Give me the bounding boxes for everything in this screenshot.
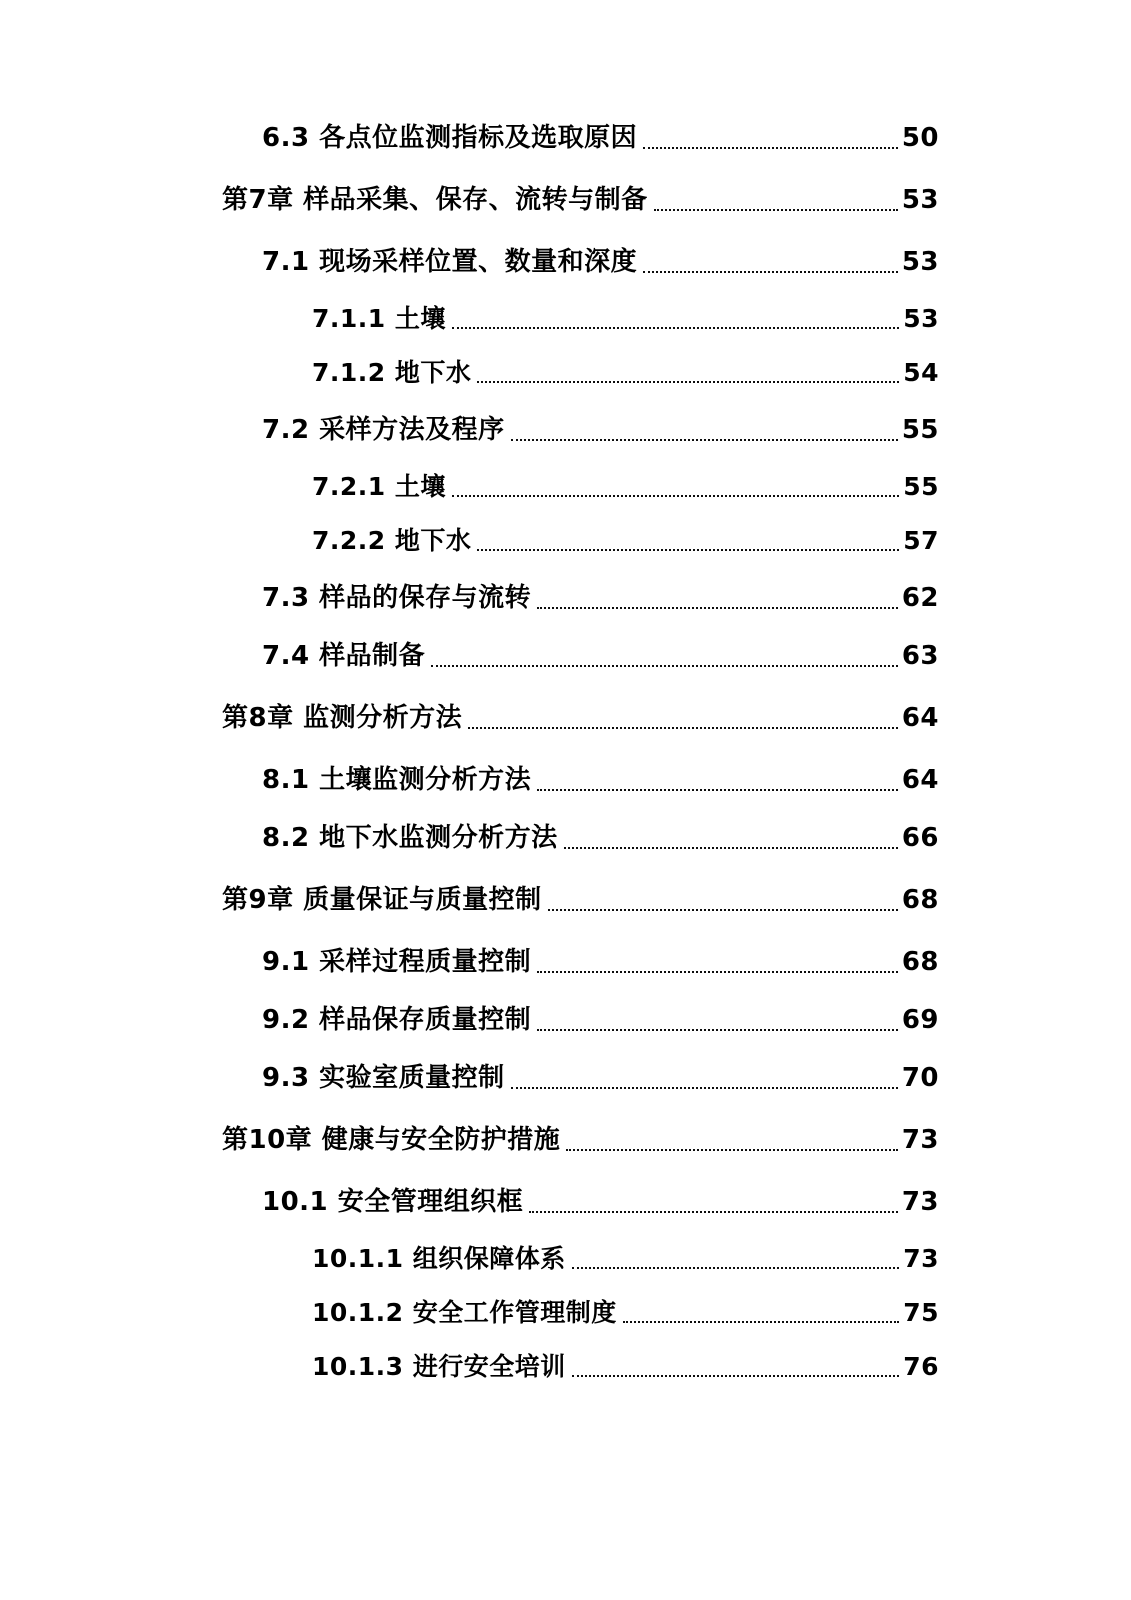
toc-entry-page-number: 69	[901, 1005, 939, 1035]
toc-entry[interactable]	[0, 700, 1131, 736]
toc-entry[interactable]	[0, 524, 1131, 558]
toc-entry[interactable]	[0, 882, 1131, 918]
toc-leader-dots	[452, 494, 899, 497]
toc-entry-title: 10.1 安全管理组织框	[262, 1187, 524, 1217]
toc-entry[interactable]	[0, 470, 1131, 504]
toc-entry[interactable]	[0, 944, 1131, 980]
toc-entry-page-number: 68	[901, 885, 939, 915]
toc-leader-dots	[572, 1374, 899, 1377]
toc-entry-page-number: 70	[901, 1063, 939, 1093]
toc-leader-dots	[654, 208, 898, 211]
toc-entry-title: 9.1 采样过程质量控制	[262, 947, 532, 977]
toc-leader-dots	[564, 846, 898, 849]
toc-entry[interactable]	[0, 1296, 1131, 1330]
toc-entry-page-number: 64	[901, 765, 939, 795]
table-of-contents	[0, 120, 1131, 1404]
toc-entry[interactable]	[0, 1242, 1131, 1276]
toc-entry-page-number: 55	[903, 472, 939, 501]
toc-entry-page-number: 73	[901, 1187, 939, 1217]
toc-entry[interactable]	[0, 820, 1131, 856]
toc-entry[interactable]	[0, 302, 1131, 336]
toc-entry[interactable]	[0, 1122, 1131, 1158]
toc-entry-title: 9.2 样品保存质量控制	[262, 1005, 532, 1035]
toc-entry-title: 第8章 监测分析方法	[222, 703, 463, 733]
toc-entry-title: 9.3 实验室质量控制	[262, 1063, 505, 1093]
toc-entry-title: 10.1.3 进行安全培训	[312, 1352, 566, 1381]
toc-entry-page-number: 73	[903, 1244, 939, 1273]
toc-leader-dots	[431, 664, 898, 667]
toc-entry[interactable]	[0, 762, 1131, 798]
toc-entry-title: 7.2.1 土壤	[312, 472, 446, 501]
toc-entry[interactable]	[0, 120, 1131, 156]
toc-entry[interactable]	[0, 638, 1131, 674]
toc-leader-dots	[468, 726, 898, 729]
toc-leader-dots	[566, 1148, 898, 1151]
toc-entry[interactable]	[0, 1350, 1131, 1384]
toc-entry-title: 7.1.1 土壤	[312, 304, 446, 333]
toc-leader-dots	[511, 438, 898, 441]
toc-entry-title: 7.1.2 地下水	[312, 358, 472, 387]
toc-entry-title: 10.1.2 安全工作管理制度	[312, 1298, 617, 1327]
toc-entry-page-number: 54	[903, 358, 939, 387]
toc-entry-page-number: 53	[901, 185, 939, 215]
toc-entry-page-number: 50	[901, 123, 939, 153]
toc-entry-title: 第9章 质量保证与质量控制	[222, 885, 542, 915]
toc-leader-dots	[643, 270, 898, 273]
toc-entry-title: 7.1 现场采样位置、数量和深度	[262, 247, 638, 277]
toc-entry-page-number: 75	[903, 1298, 939, 1327]
toc-entry-page-number: 53	[901, 247, 939, 277]
toc-leader-dots	[643, 146, 898, 149]
toc-entry-title: 10.1.1 组织保障体系	[312, 1244, 566, 1273]
toc-leader-dots	[548, 908, 898, 911]
toc-entry-page-number: 57	[903, 526, 939, 555]
toc-entry-title: 6.3 各点位监测指标及选取原因	[262, 123, 638, 153]
toc-leader-dots	[572, 1266, 899, 1269]
toc-entry[interactable]	[0, 1184, 1131, 1220]
toc-entry[interactable]	[0, 244, 1131, 280]
toc-entry-page-number: 66	[901, 823, 939, 853]
toc-entry-title: 7.2 采样方法及程序	[262, 415, 505, 445]
toc-entry[interactable]	[0, 412, 1131, 448]
toc-entry-title: 第10章 健康与安全防护措施	[222, 1125, 561, 1155]
toc-entry-page-number: 64	[901, 703, 939, 733]
toc-entry[interactable]	[0, 182, 1131, 218]
toc-entry[interactable]	[0, 1060, 1131, 1096]
toc-entry-title: 7.3 样品的保存与流转	[262, 583, 532, 613]
toc-leader-dots	[537, 970, 898, 973]
toc-entry-page-number: 55	[901, 415, 939, 445]
toc-leader-dots	[511, 1086, 898, 1089]
toc-leader-dots	[537, 1028, 898, 1031]
toc-entry[interactable]	[0, 1002, 1131, 1038]
toc-leader-dots	[452, 326, 899, 329]
toc-leader-dots	[477, 380, 899, 383]
toc-leader-dots	[537, 788, 898, 791]
toc-entry-page-number: 63	[901, 641, 939, 671]
toc-entry[interactable]	[0, 580, 1131, 616]
toc-entry-page-number: 62	[901, 583, 939, 613]
toc-entry-page-number: 68	[901, 947, 939, 977]
toc-entry-page-number: 73	[901, 1125, 939, 1155]
toc-leader-dots	[477, 548, 899, 551]
toc-entry-title: 8.1 土壤监测分析方法	[262, 765, 532, 795]
toc-leader-dots	[623, 1320, 899, 1323]
toc-entry[interactable]	[0, 356, 1131, 390]
toc-leader-dots	[537, 606, 898, 609]
toc-entry-page-number: 76	[903, 1352, 939, 1381]
toc-entry-page-number: 53	[903, 304, 939, 333]
toc-entry-title: 7.2.2 地下水	[312, 526, 472, 555]
toc-entry-title: 8.2 地下水监测分析方法	[262, 823, 558, 853]
toc-leader-dots	[529, 1210, 898, 1213]
toc-entry-title: 7.4 样品制备	[262, 641, 426, 671]
toc-entry-title: 第7章 样品采集、保存、流转与制备	[222, 185, 648, 215]
